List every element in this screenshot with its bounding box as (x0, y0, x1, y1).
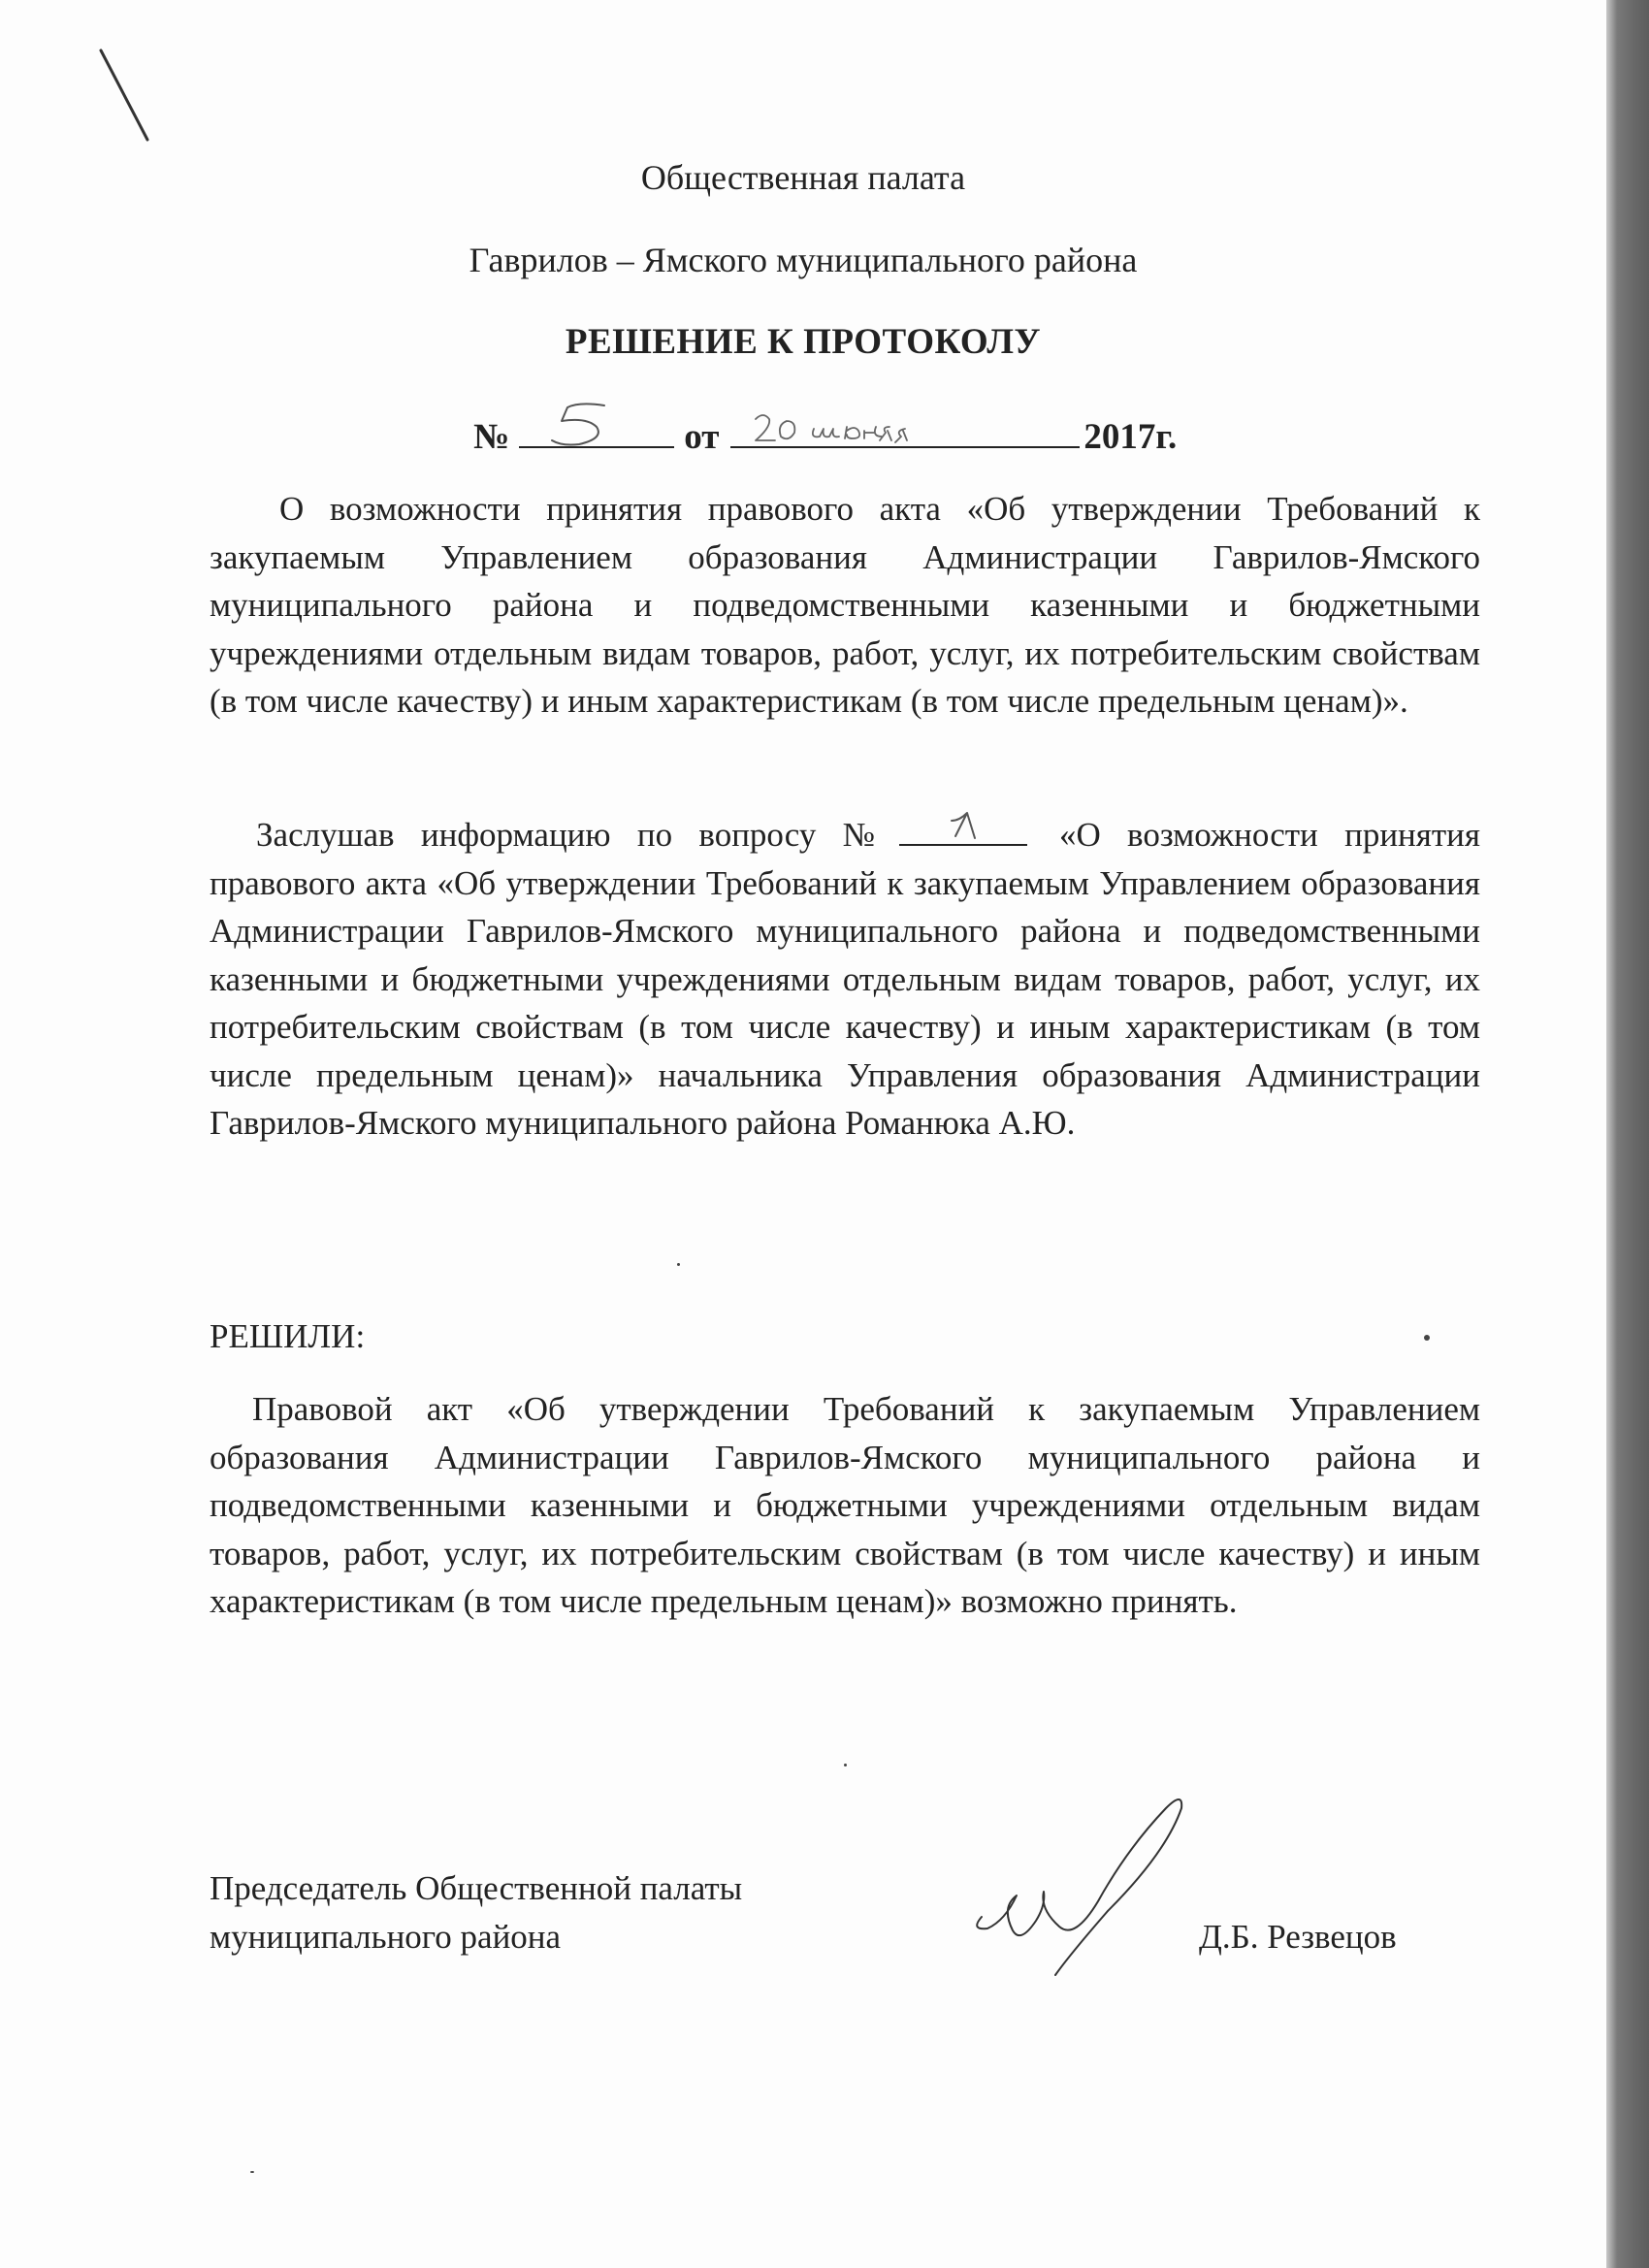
scanner-edge (1606, 0, 1649, 2268)
signer-name: Д.Б. Резвецов (1199, 1918, 1397, 1956)
number-sign: № (473, 417, 510, 457)
handwritten-protocol-number (519, 398, 674, 456)
hearing-body: «О возможности принятия правового акта «Об утверждении Требований к закупаемым Управлением образования Администрации Гаврилов-Ямского муниципального района и подведомственными казенными и бюджетными учреждениями отдельным видам товаров, работ, услуг, их потребительским свойствам (в том числе качеству) и иным характеристикам (в том числе предельным ценам)» начальника Управления образования Администрации Гаврилов-Ямского муниципального района Романюка А.Ю. (210, 816, 1481, 1142)
hearing-paragraph (210, 811, 1480, 1148)
organization-name: Общественная палата (640, 158, 966, 197)
signer-position-line-2: муниципального района (210, 1918, 562, 1956)
speck (844, 1764, 847, 1766)
protocol-number-field (519, 407, 674, 448)
speck (677, 1263, 680, 1266)
question-number-field (899, 811, 1027, 846)
decided-heading: РЕШИЛИ: (210, 1317, 366, 1355)
handwritten-signature (962, 1785, 1224, 1979)
subject-paragraph: О возможности принятия правового акта «Об утверждении Требований к закупаемым Управлением образования Администрации Гаврилов-Ямского муниципального района и подведомственными казенными и бюджетными учреждениями отдельным видам товаров, работ, услуг, их потребительским свойствам (в том числе качеству) и иным характеристикам (в том числе предельным ценам)». (210, 490, 1480, 720)
protocol-date-field (730, 407, 1080, 448)
protocol-number-line (473, 407, 1177, 462)
signer-position (210, 1864, 742, 1961)
document-title: РЕШЕНИЕ К ПРОТОКОЛУ (565, 322, 1042, 362)
date-prefix: от (684, 417, 720, 457)
speck (250, 2171, 254, 2173)
speck (1424, 1335, 1430, 1341)
handwritten-protocol-date (730, 398, 1080, 456)
hearing-intro: Заслушав информацию по вопросу № (256, 816, 893, 854)
signer-position-line-1: Председатель Общественной палаты (210, 1869, 743, 1907)
handwritten-question-number (899, 799, 1027, 858)
pen-stroke-mark (97, 47, 204, 153)
protocol-year: 2017г. (1083, 417, 1178, 457)
district-name: Гаврилов – Ямского муниципального района (469, 241, 1138, 279)
decision-paragraph: Правовой акт «Об утверждении Требований к закупаемым Управлением образования Администрации Гаврилов-Ямского муниципального района и подведомственными казенными и бюджетными учреждениями отдельным видам товаров, работ, услуг, их потребительским свойствам (в том числе качеству) и иным характеристикам (в том числе предельным ценам)» возможно принять. (210, 1390, 1480, 1620)
